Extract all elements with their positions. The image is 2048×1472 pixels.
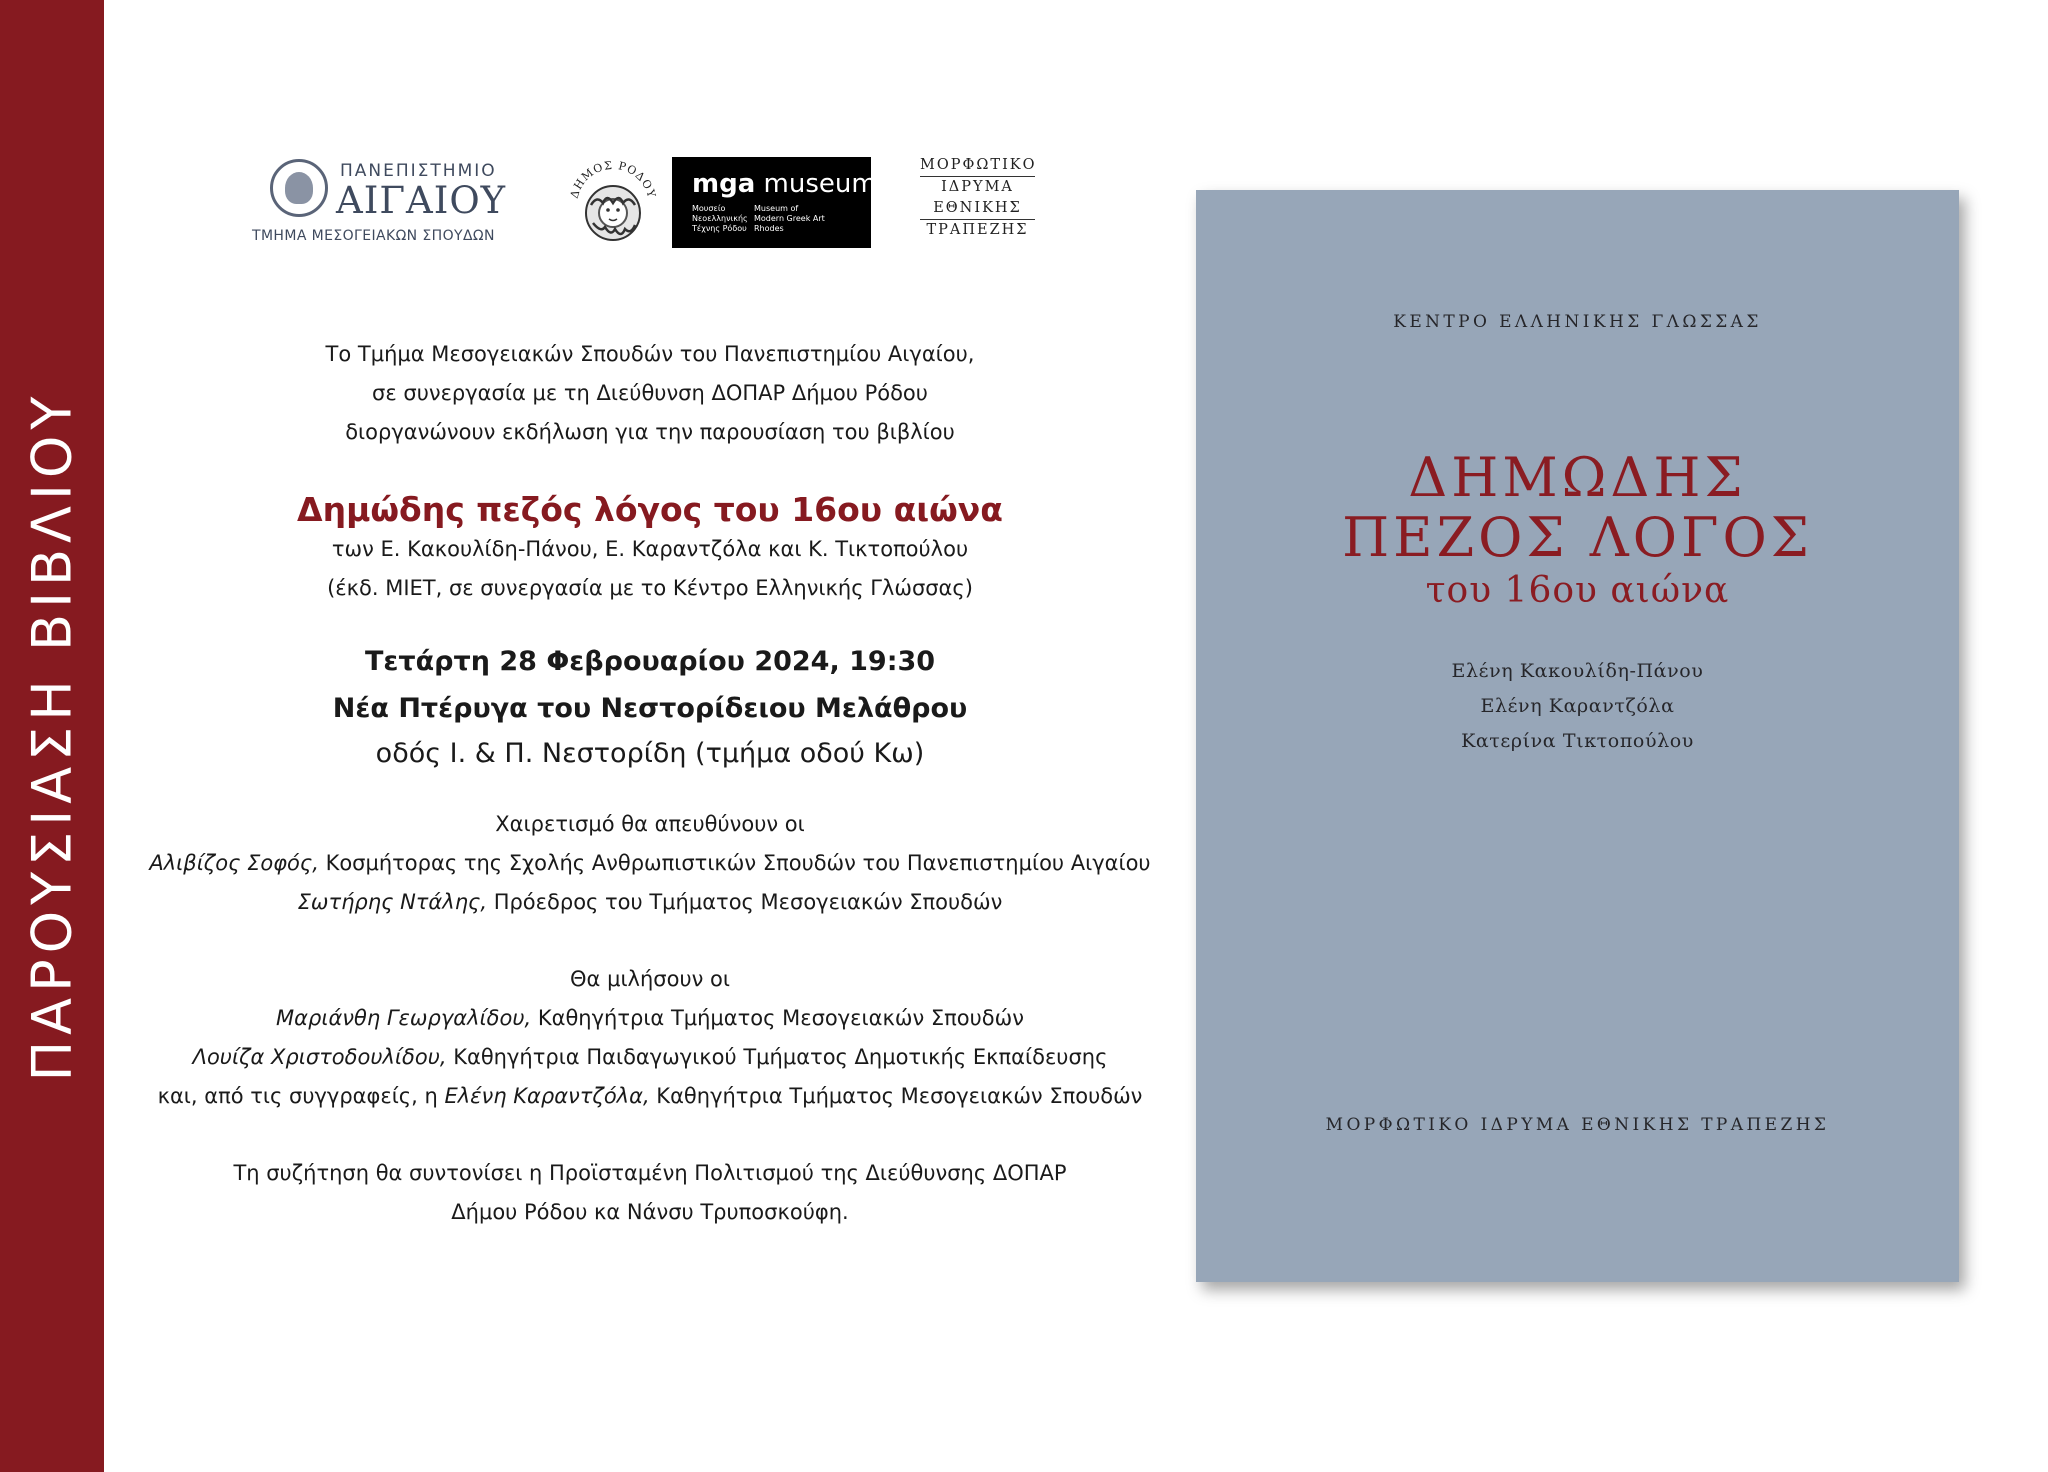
moderator-line-1: Τη συζήτηση θα συντονίσει η Προϊσταμένη Πολιτισμού της Διεύθυνσης ΔΟΠΑΡ: [233, 1161, 1067, 1185]
intro-line-1: Το Τμήμα Μεσογειακών Σπουδών του Πανεπιστημίου Αιγαίου,: [325, 342, 975, 366]
mga-title-rest: museum: [755, 169, 877, 199]
intro-line-2: σε συνεργασία με τη Διεύθυνση ΔΟΠΑΡ Δήμου Ρόδου: [372, 381, 928, 405]
miet-logo-line4: ΤΡΑΠΕΖΗΣ: [920, 219, 1035, 241]
greeting-person: [140, 883, 1160, 922]
speaker-person: [140, 1038, 1160, 1077]
cover-author: Ελένη Καραντζόλα: [1480, 695, 1675, 717]
mga-title-bold: mga: [692, 169, 756, 199]
greetings-heading: Χαιρετισμό θα απευθύνουν οι: [495, 812, 805, 836]
person-role: Καθηγήτρια Τμήματος Μεσογειακών Σπουδών: [649, 1084, 1143, 1108]
person-name: Αλιβίζος Σοφός,: [149, 851, 319, 875]
municipality-rhodes-logo: [563, 153, 663, 253]
aegean-logo-line2: ΑΙΓΑΙΟΥ: [336, 179, 507, 222]
person-prefix: και, από τις συγγραφείς, η: [157, 1084, 445, 1108]
person-name: Ελένη Καραντζόλα,: [444, 1084, 650, 1108]
invitation-text: [140, 335, 1160, 1232]
book-cover: [1196, 190, 1959, 1282]
aegean-emblem-icon: [270, 159, 328, 217]
cover-title-line1: ΔΗΜΩΔΗΣ: [1408, 446, 1747, 509]
cover-subtitle: του 16ου αιώνα: [1425, 570, 1730, 611]
cover-publisher-top: ΚΕΝΤΡΟ ΕΛΛΗΝΙΚΗΣ ΓΛΩΣΣΑΣ: [1393, 312, 1762, 332]
rhodes-coin-icon: [563, 153, 663, 253]
book-title: Δημώδης πεζός λόγος του 16ου αιώνα: [297, 490, 1003, 529]
intro-line-3: διοργανώνουν εκδήλωση για την παρουσίαση του βιβλίου: [345, 420, 955, 444]
greeting-person: [140, 844, 1160, 883]
event-venue: Νέα Πτέρυγα του Νεστορίδειου Μελάθρου: [332, 693, 968, 724]
mga-title: [692, 169, 877, 199]
cover-author: Κατερίνα Τικτοπούλου: [1461, 730, 1694, 752]
person-role: Κοσμήτορας της Σχολής Ανθρωπιστικών Σπουδών του Πανεπιστημίου Αιγαίου: [318, 851, 1151, 875]
university-aegean-logo: [250, 155, 505, 250]
miet-logo-line3: ΕΘΝΙΚΗΣ: [933, 200, 1022, 216]
miet-logo: [920, 155, 1035, 247]
person-name: Μαριάνθη Γεωργαλίδου,: [276, 1006, 532, 1030]
person-role: Καθηγήτρια Παιδαγωγικού Τμήματος Δημοτικής Εκπαίδευσης: [446, 1045, 1108, 1069]
person-role: Καθηγήτρια Τμήματος Μεσογειακών Σπουδών: [531, 1006, 1024, 1030]
cover-publisher-bottom: ΜΟΡΦΩΤΙΚΟ ΙΔΡΥΜΑ ΕΘΝΙΚΗΣ ΤΡΑΠΕΖΗΣ: [1325, 1115, 1830, 1135]
logo-row: [250, 155, 1050, 255]
aegean-logo-line1: ΠΑΝΕΠΙΣΤΗΜΙΟ: [340, 161, 497, 181]
mga-museum-logo: [672, 157, 877, 248]
person-role: Πρόεδρος του Τμήματος Μεσογειακών Σπουδών: [487, 890, 1003, 914]
book-edition: (έκδ. ΜΙΕΤ, σε συνεργασία με το Κέντρο Ελληνικής Γλώσσας): [327, 576, 973, 600]
speaker-person: [140, 1077, 1160, 1116]
aegean-logo-line3: ΤΜΗΜΑ ΜΕΣΟΓΕΙΑΚΩΝ ΣΠΟΥΔΩΝ: [252, 228, 495, 244]
speakers-heading: Θα μιλήσουν οι: [570, 967, 730, 991]
moderator-line-2: Δήμου Ρόδου κα Νάνσυ Τρυποσκούφη.: [451, 1200, 849, 1224]
speaker-person: [140, 999, 1160, 1038]
event-datetime: Τετάρτη 28 Φεβρουαρίου 2024, 19:30: [364, 646, 936, 677]
sidebar-band: [0, 0, 104, 1472]
mga-subtitle-english: Museum of Modern Greek Art Rhodes: [754, 204, 825, 233]
svg-text:ΔΗΜΟΣ ΡΟΔΟΥ: ΔΗΜΟΣ ΡΟΔΟΥ: [567, 158, 659, 200]
mga-subtitle-greek: Μουσείο Νεοελληνικής Τέχνης Ρόδου: [692, 204, 748, 233]
cover-author: Ελένη Κακουλίδη-Πάνου: [1451, 660, 1704, 682]
event-address: οδός Ι. & Π. Νεστορίδη (τμήμα οδού Κω): [375, 738, 925, 769]
miet-logo-line2: ΙΔΡΥΜΑ: [941, 179, 1014, 195]
person-name: Λουίζα Χριστοδουλίδου,: [192, 1045, 447, 1069]
cover-title-line2: ΠΕΖΟΣ ΛΟΓΟΣ: [1342, 506, 1813, 569]
book-authors: των Ε. Κακουλίδη-Πάνου, Ε. Καραντζόλα και Κ. Τικτοπούλου: [331, 537, 969, 561]
person-name: Σωτήρης Ντάλης,: [297, 890, 488, 914]
sidebar-label: ΠΑΡΟΥΣΙΑΣΗ ΒΙΒΛΙΟΥ: [20, 390, 84, 1082]
miet-logo-line1: ΜΟΡΦΩΤΙΚΟ: [920, 155, 1035, 177]
